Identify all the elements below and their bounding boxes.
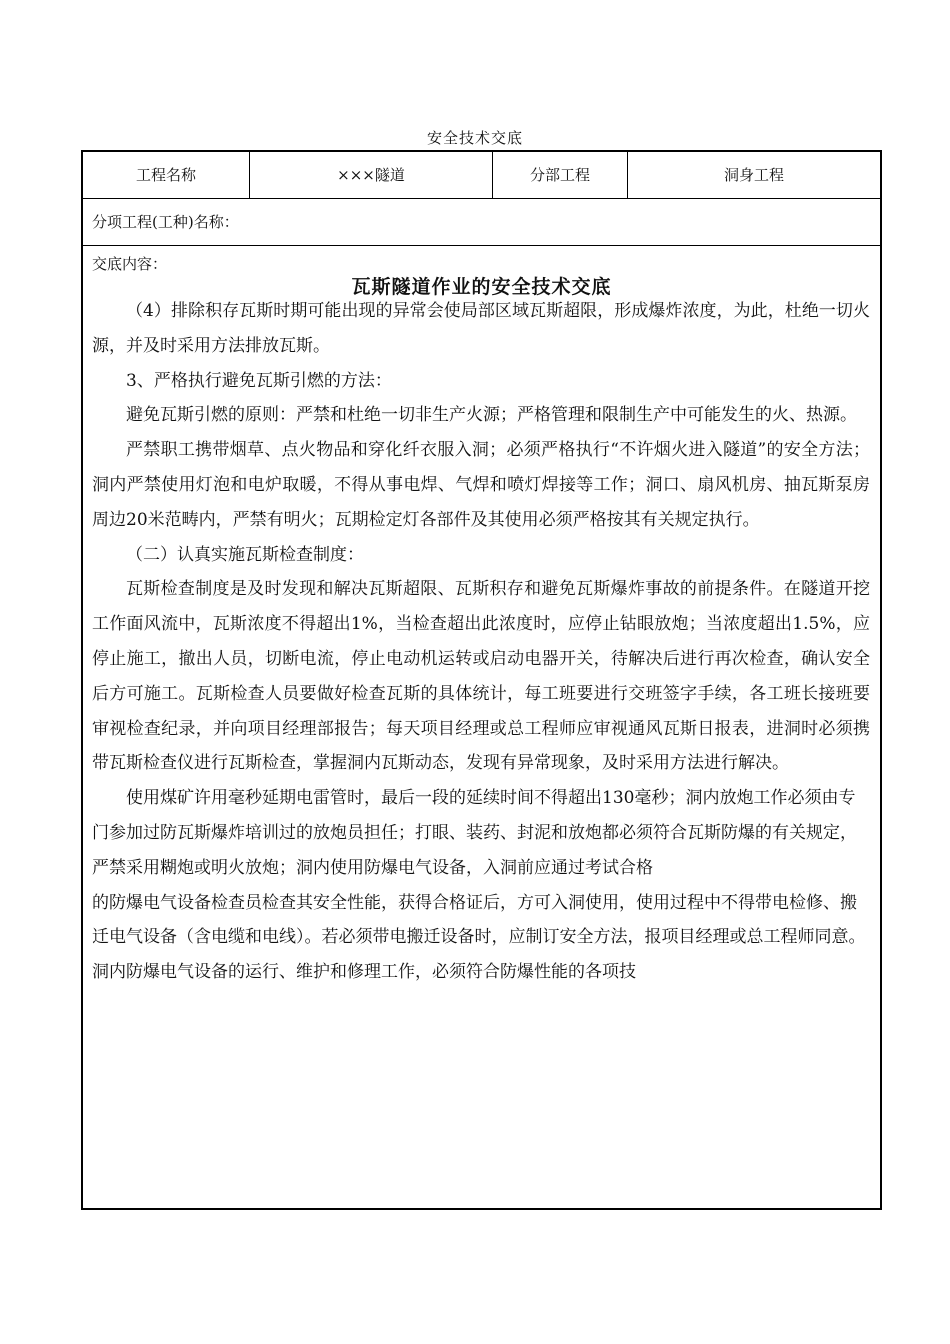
paragraph: 避免瓦斯引燃的原则：严禁和杜绝一切非生产火源；严格管理和限制生产中可能发生的火、热源。 bbox=[126, 405, 857, 426]
paragraph: 使用煤矿许用毫秒延期电雷管时，最后一段的延续时间不得超出130毫秒；洞内放炮工作必须由专门参加过防瓦斯爆炸培训过的放炮员担任；打眼、装药、封泥和放炮都必须符合瓦斯防爆的有关规定，严禁采用糊炮或明火放炮；洞内使用防爆电气设备，入洞前应通过考试合格 bbox=[92, 788, 857, 878]
project-name-value: ×××隧道 bbox=[250, 152, 493, 198]
content-body bbox=[92, 294, 870, 990]
paragraph: 3、严格执行避免瓦斯引燃的方法： bbox=[126, 370, 392, 391]
paragraph: 的防爆电气设备检查员检查其安全性能，获得合格证后，方可入洞使用，使用过程中不得带电检修、搬迁电气设备（含电缆和电线）。若必须带电搬迁设备时，应制订安全方法，报项目经理或总工程师同意。洞内防爆电气设备的运行、维护和修理工作，必须符合防爆性能的各项技 bbox=[92, 892, 866, 983]
project-name-label: 工程名称 bbox=[83, 152, 250, 198]
project-info-row bbox=[83, 152, 880, 199]
paragraph: （二）认真实施瓦斯检查制度： bbox=[126, 544, 364, 565]
division-label: 分部工程 bbox=[493, 152, 628, 198]
paragraph: 瓦斯检查制度是及时发现和解决瓦斯超限、瓦斯积存和避免瓦斯爆炸事故的前提条件。在隧道开挖工作面风流中，瓦斯浓度不得超出1%，当检查超出此浓度时，应停止钻眼放炮；当浓度超出1.5%，应停止施工，撤出人员，切断电流，停止电动机运转或启动电器开关，待解决后进行再次检查，确认安全后方可施工。瓦斯检查人员要做好检查瓦斯的具体统计，每工班要进行交班签字手续，各工班长接班要审视检查纪录，并向项目经理部报告；每天项目经理或总工程师应审视通风瓦斯日报表，进洞时必须携带瓦斯检查仪进行瓦斯检查，掌握洞内瓦斯动态，发现有异常现象，及时采用方法进行解决。 bbox=[92, 579, 870, 774]
disclosure-form-table bbox=[81, 150, 882, 1210]
subitem-row bbox=[83, 199, 880, 246]
paragraph: 严禁职工携带烟草、点火物品和穿化纤衣服入洞；必须严格执行“不许烟火进入隧道”的安全方法；洞内严禁使用灯泡和电炉取暖，不得从事电焊、气焊和喷灯焊接等工作；洞口、扇风机房、抽瓦斯泵房周边20米范畴内，严禁有明火；瓦期检定灯各部件及其使用必须严格按其有关规定执行。 bbox=[92, 440, 870, 530]
subitem-label: 分项工程(工种)名称： bbox=[92, 213, 239, 231]
content-label: 交底内容： bbox=[92, 255, 168, 273]
paragraph: （4）排除积存瓦斯时期可能出现的异常会使局部区域瓦斯超限，形成爆炸浓度，为此，杜绝一切火源，并及时采用方法排放瓦斯。 bbox=[92, 301, 870, 356]
document-heading: 安全技术交底 bbox=[426, 129, 523, 147]
content-title: 瓦斯隧道作业的安全技术交底 bbox=[351, 276, 612, 298]
division-value: 洞身工程 bbox=[723, 166, 784, 184]
